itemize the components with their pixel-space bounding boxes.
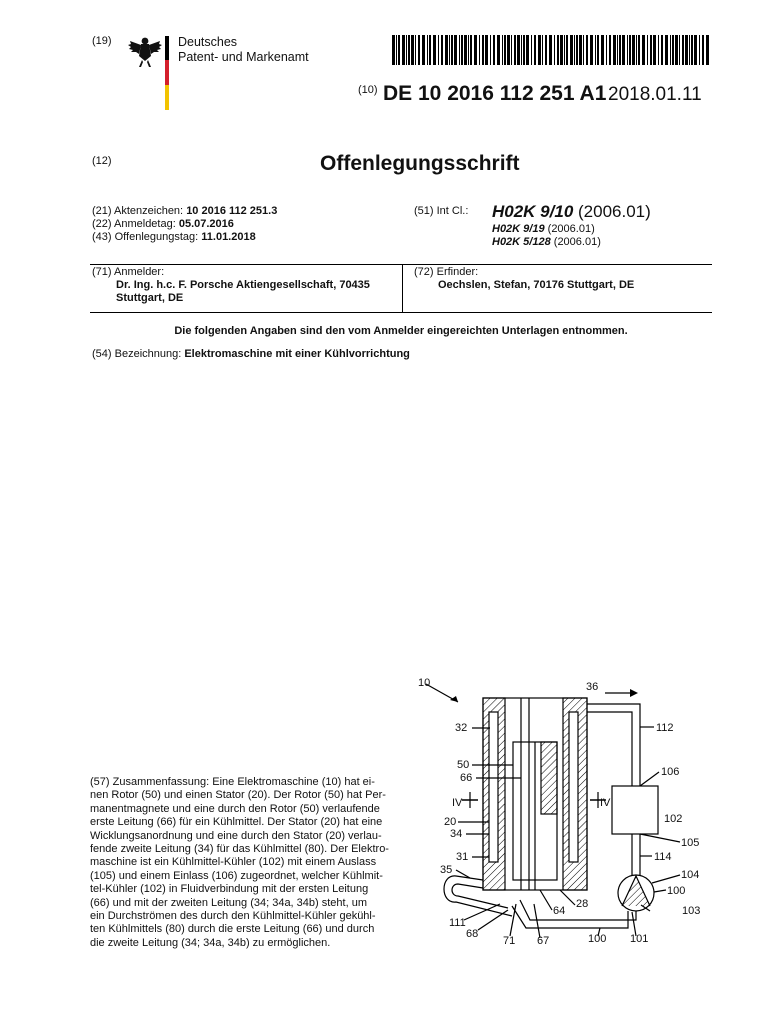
label-32: 32 bbox=[455, 722, 468, 734]
divider-bottom bbox=[90, 312, 712, 313]
document-type: Offenlegungsschrift bbox=[320, 152, 520, 175]
label-64: 64 bbox=[553, 905, 566, 917]
document-number: DE 10 2016 112 251 A1 bbox=[383, 82, 607, 105]
label-IV-left: IV bbox=[452, 797, 463, 809]
flag-stripe-black bbox=[165, 36, 169, 60]
label-35: 35 bbox=[440, 864, 453, 876]
divider-top bbox=[90, 264, 712, 265]
label-102: 102 bbox=[664, 813, 683, 825]
label-67: 67 bbox=[537, 935, 550, 947]
label-66: 66 bbox=[460, 772, 473, 784]
abstract-line: fende zweite Leitung (34) für das Kühlmittel (80). Der Elektro- bbox=[90, 843, 389, 856]
inventor-block: (72) Erfinder: Oechslen, Stefan, 70176 Stuttgart, DE bbox=[414, 266, 635, 291]
abstract-line: nen Rotor (50) und einen Stator (20). Der Rotor (50) hat Per- bbox=[90, 789, 386, 802]
abstract-line: ein Durchströmen des durch den Kühlmittel-Kühler gekühl- bbox=[90, 910, 376, 923]
office-name: Deutsches Patent- und Markenamt bbox=[178, 35, 309, 64]
label-112: 112 bbox=[656, 722, 674, 734]
abstract-line: (105) und einem Einlass (106) zugeordnet, welcher Kühlmit- bbox=[90, 869, 383, 882]
publication-date-line: (43) Offenlegungstag: 11.01.2018 bbox=[92, 231, 256, 243]
label-10: 10 bbox=[418, 677, 431, 689]
label-101: 101 bbox=[630, 933, 649, 945]
label-104: 104 bbox=[681, 869, 700, 881]
int-cl-main: H02K 9/10 (2006.01) bbox=[492, 202, 651, 221]
divider-vertical bbox=[402, 264, 403, 312]
application-number-line: (21) Aktenzeichen: 10 2016 112 251.3 bbox=[92, 205, 278, 217]
code-19: (19) bbox=[92, 35, 112, 47]
label-34: 34 bbox=[450, 828, 463, 840]
label-36: 36 bbox=[586, 681, 599, 693]
cooler-102 bbox=[612, 786, 658, 834]
label-100-line: 100 bbox=[588, 933, 607, 945]
label-111: 111 bbox=[449, 917, 466, 929]
flag-stripe-gold bbox=[165, 85, 169, 110]
abstract-line: maschine ist ein Kühlmittel-Kühler (102) mit einem Auslass bbox=[90, 856, 377, 869]
abstract-line: erste Leitung (66) für ein Kühlmittel. Der Stator (20) hat eine bbox=[90, 816, 383, 829]
label-103: 103 bbox=[682, 905, 701, 917]
label-28: 28 bbox=[576, 898, 589, 910]
label-68: 68 bbox=[466, 928, 479, 940]
abstract bbox=[90, 776, 400, 950]
label-114: 114 bbox=[654, 851, 672, 863]
barcode bbox=[392, 35, 714, 65]
label-106: 106 bbox=[661, 766, 680, 778]
abstract-line: tel-Kühler (102) in Fluidverbindung mit der ersten Leitung bbox=[90, 883, 369, 896]
applicant-block: (71) Anmelder: Dr. Ing. h.c. F. Porsche Aktiengesellschaft, 70435 Stuttgart, DE bbox=[92, 266, 370, 304]
patent-drawing bbox=[400, 670, 730, 960]
label-20: 20 bbox=[444, 816, 457, 828]
federal-eagle-icon bbox=[128, 34, 162, 70]
abstract-line: ten Kühlmittels (80) durch die erste Leitung (66) und durch bbox=[90, 923, 375, 936]
int-cl-secondary-1: H02K 9/19 (2006.01) bbox=[492, 223, 595, 235]
label-31: 31 bbox=[456, 851, 469, 863]
abstract-line: manentmagnete und eine durch den Rotor (50) verlaufende bbox=[90, 802, 380, 815]
abstract-line: Wicklungsanordnung und eine durch den Stator (20) verlau- bbox=[90, 829, 382, 842]
title-line: (54) Bezeichnung: Elektromaschine mit einer Kühlvorrichtung bbox=[92, 348, 410, 360]
filing-date-line: (22) Anmeldetag: 05.07.2016 bbox=[92, 218, 234, 230]
abstract-line: (57) Zusammenfassung: Eine Elektromaschine (10) hat ei- bbox=[90, 776, 375, 788]
label-105: 105 bbox=[681, 837, 700, 849]
code-10: (10) bbox=[358, 84, 378, 96]
label-50: 50 bbox=[457, 759, 470, 771]
code-12: (12) bbox=[92, 155, 112, 167]
document-date: 2018.01.11 bbox=[608, 84, 702, 105]
flag-stripe-red bbox=[165, 60, 169, 85]
int-cl-label: (51) Int Cl.: bbox=[414, 205, 469, 217]
notice-text: Die folgenden Angaben sind den vom Anmelder eingereichten Unterlagen entnommen. bbox=[174, 325, 628, 337]
abstract-line: (66) und mit der zweiten Leitung (34; 34a, 34b) steht, um bbox=[90, 896, 367, 909]
label-IV-right: IV bbox=[600, 797, 611, 809]
label-71: 71 bbox=[503, 935, 516, 947]
int-cl-secondary-2: H02K 5/128 (2006.01) bbox=[492, 236, 601, 248]
abstract-line: die zweite Leitung (34; 34a, 34b) zu ermöglichen. bbox=[90, 936, 331, 949]
label-100-pump: 100 bbox=[667, 885, 686, 897]
